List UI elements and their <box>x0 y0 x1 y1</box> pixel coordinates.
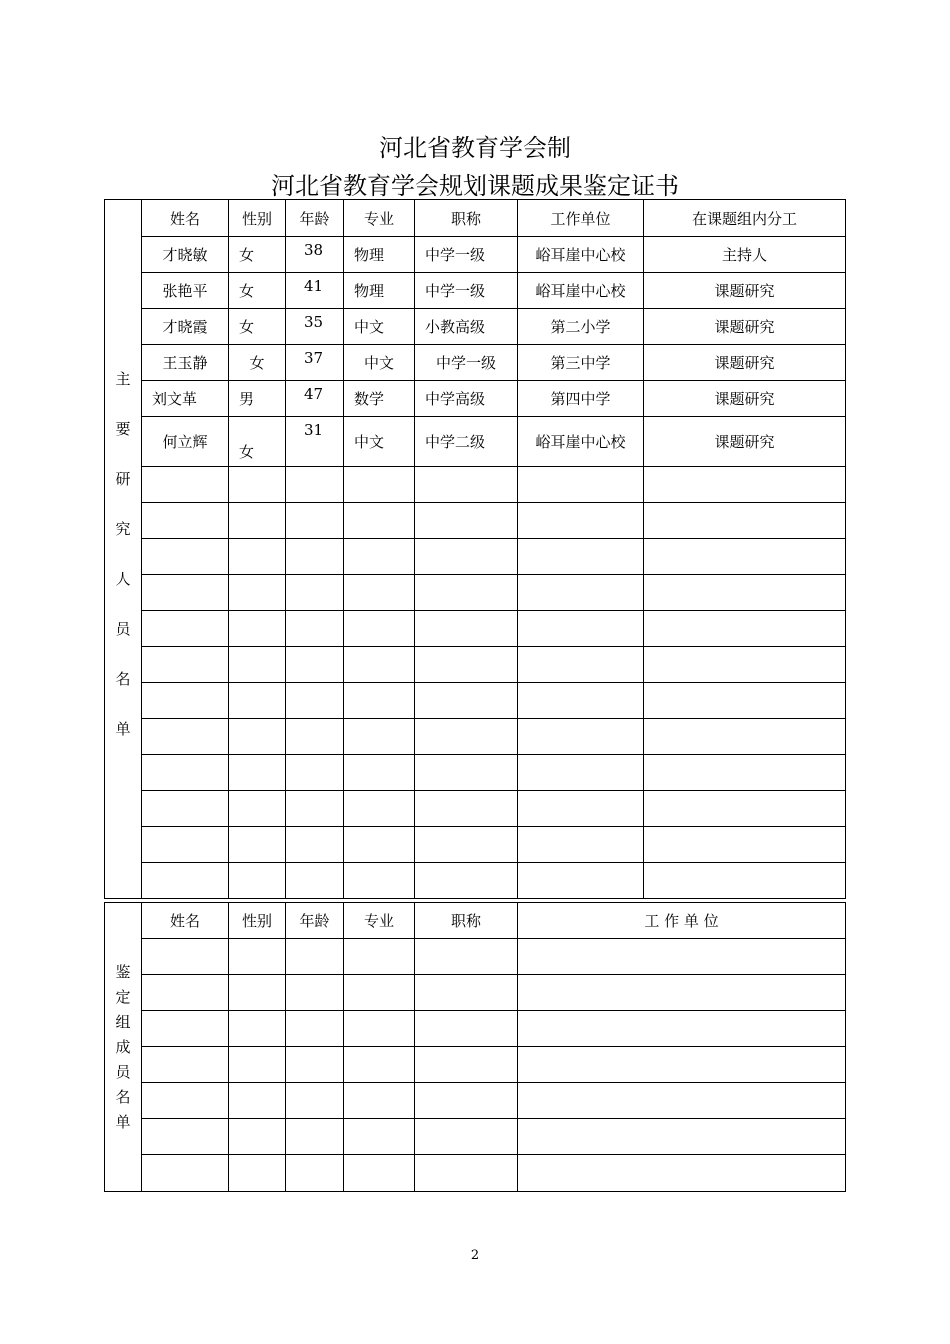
empty-cell <box>644 791 846 827</box>
empty-cell <box>344 755 415 791</box>
empty-cell <box>644 611 846 647</box>
cell-major: 中文 <box>344 309 415 345</box>
cell-age: 38 <box>286 237 344 273</box>
empty-cell <box>344 1155 415 1192</box>
empty-cell <box>142 575 229 611</box>
empty-row <box>105 575 846 611</box>
table-row <box>105 237 846 273</box>
empty-cell <box>286 755 344 791</box>
empty-cell <box>518 1119 846 1155</box>
col-header-name: 姓名 <box>142 903 229 939</box>
cell-role: 课题研究 <box>644 345 846 381</box>
empty-cell <box>344 975 415 1011</box>
empty-cell <box>286 939 344 975</box>
cell-age: 31 <box>286 417 344 467</box>
cell-major: 物理 <box>344 273 415 309</box>
table-row <box>105 309 846 345</box>
col-header-unit: 工 作 单 位 <box>518 903 846 939</box>
empty-cell <box>415 827 518 863</box>
empty-cell <box>644 503 846 539</box>
cell-title: 小教高级 <box>415 309 518 345</box>
cell-gender: 女 <box>229 309 286 345</box>
empty-cell <box>229 791 286 827</box>
empty-cell <box>286 611 344 647</box>
side-char: 研 <box>115 470 131 488</box>
empty-row <box>105 539 846 575</box>
empty-row <box>105 791 846 827</box>
cell-title: 中学一级 <box>415 237 518 273</box>
empty-cell <box>286 1047 344 1083</box>
col-header-major: 专业 <box>344 903 415 939</box>
empty-cell <box>644 827 846 863</box>
empty-cell <box>229 1155 286 1192</box>
cell-gender: 男 <box>229 381 286 417</box>
empty-cell <box>344 575 415 611</box>
col-header-age: 年龄 <box>286 200 344 237</box>
empty-cell <box>518 575 644 611</box>
col-header-age: 年龄 <box>286 903 344 939</box>
table-row <box>105 417 846 467</box>
empty-cell <box>142 647 229 683</box>
empty-cell <box>518 719 644 755</box>
document-title: 河北省教育学会规划课题成果鉴定证书 <box>271 172 679 200</box>
empty-cell <box>286 1083 344 1119</box>
empty-cell <box>415 791 518 827</box>
empty-cell <box>344 683 415 719</box>
table-row <box>105 381 846 417</box>
side-char: 究 <box>115 520 131 538</box>
reviewers-table <box>104 902 846 1192</box>
cell-age: 37 <box>286 345 344 381</box>
cell-title: 中学高级 <box>415 381 518 417</box>
side-char: 人 <box>115 570 131 588</box>
empty-cell <box>344 503 415 539</box>
empty-cell <box>644 575 846 611</box>
reviewers-header-row <box>105 903 846 939</box>
col-header-name: 姓名 <box>142 200 229 237</box>
col-header-gender: 性别 <box>229 903 286 939</box>
empty-cell <box>415 683 518 719</box>
empty-cell <box>415 1047 518 1083</box>
col-header-gender: 性别 <box>229 200 286 237</box>
cell-title: 中学一级 <box>415 345 518 381</box>
cell-gender: 女 <box>229 237 286 273</box>
empty-cell <box>344 611 415 647</box>
empty-row <box>105 1047 846 1083</box>
empty-cell <box>142 1155 229 1192</box>
empty-cell <box>229 827 286 863</box>
empty-cell <box>229 975 286 1011</box>
side-char: 定 <box>115 988 131 1006</box>
empty-cell <box>518 503 644 539</box>
empty-row <box>105 1083 846 1119</box>
cell-age: 41 <box>286 273 344 309</box>
empty-row <box>105 827 846 863</box>
cell-name: 才晓霞 <box>142 309 229 345</box>
empty-cell <box>229 683 286 719</box>
researchers-table <box>104 199 846 899</box>
empty-cell <box>142 755 229 791</box>
empty-cell <box>415 755 518 791</box>
researchers-side-label <box>105 200 142 899</box>
empty-cell <box>518 755 644 791</box>
empty-cell <box>229 863 286 899</box>
empty-cell <box>286 791 344 827</box>
empty-row <box>105 1011 846 1047</box>
empty-cell <box>518 1011 846 1047</box>
empty-cell <box>229 647 286 683</box>
empty-cell <box>142 975 229 1011</box>
empty-cell <box>142 1119 229 1155</box>
cell-unit: 第四中学 <box>518 381 644 417</box>
empty-cell <box>142 1083 229 1119</box>
empty-cell <box>229 539 286 575</box>
empty-cell <box>142 1011 229 1047</box>
empty-cell <box>142 791 229 827</box>
empty-cell <box>286 647 344 683</box>
empty-cell <box>229 611 286 647</box>
reviewers-side-label <box>105 903 142 1192</box>
empty-cell <box>286 1155 344 1192</box>
empty-cell <box>518 975 846 1011</box>
empty-cell <box>229 1119 286 1155</box>
cell-role: 课题研究 <box>644 381 846 417</box>
empty-cell <box>286 719 344 755</box>
empty-row <box>105 863 846 899</box>
col-header-title: 职称 <box>415 903 518 939</box>
empty-cell <box>286 539 344 575</box>
empty-cell <box>415 1119 518 1155</box>
empty-row <box>105 503 846 539</box>
cell-name: 才晓敏 <box>142 237 229 273</box>
cell-name: 王玉静 <box>142 345 229 381</box>
empty-cell <box>415 863 518 899</box>
empty-cell <box>518 863 644 899</box>
side-char: 名 <box>115 1088 131 1106</box>
empty-cell <box>518 539 644 575</box>
cell-title: 中学二级 <box>415 417 518 467</box>
side-char: 名 <box>115 670 131 688</box>
empty-cell <box>518 939 846 975</box>
researchers-header-row <box>105 200 846 237</box>
cell-unit: 峪耳崖中心校 <box>518 273 644 309</box>
empty-cell <box>344 791 415 827</box>
empty-row <box>105 1155 846 1192</box>
cell-major: 中文 <box>344 345 415 381</box>
empty-cell <box>518 467 644 503</box>
empty-cell <box>644 683 846 719</box>
empty-cell <box>286 467 344 503</box>
cell-name: 何立辉 <box>142 417 229 467</box>
empty-cell <box>644 647 846 683</box>
cell-age: 35 <box>286 309 344 345</box>
page-number: 2 <box>470 1248 480 1263</box>
empty-cell <box>229 719 286 755</box>
cell-role: 课题研究 <box>644 417 846 467</box>
empty-cell <box>344 1083 415 1119</box>
empty-cell <box>286 863 344 899</box>
empty-cell <box>518 1155 846 1192</box>
org-title: 河北省教育学会制 <box>379 134 571 162</box>
empty-cell <box>415 539 518 575</box>
empty-cell <box>644 467 846 503</box>
empty-cell <box>142 827 229 863</box>
empty-cell <box>344 863 415 899</box>
col-header-unit: 工作单位 <box>518 200 644 237</box>
empty-cell <box>286 575 344 611</box>
cell-unit: 峪耳崖中心校 <box>518 237 644 273</box>
empty-cell <box>344 1047 415 1083</box>
empty-cell <box>344 1119 415 1155</box>
side-char: 单 <box>115 720 131 738</box>
empty-cell <box>142 1047 229 1083</box>
empty-row <box>105 719 846 755</box>
empty-cell <box>229 575 286 611</box>
empty-cell <box>286 1119 344 1155</box>
empty-cell <box>518 791 644 827</box>
cell-major: 物理 <box>344 237 415 273</box>
cell-unit: 峪耳崖中心校 <box>518 417 644 467</box>
empty-cell <box>644 539 846 575</box>
empty-cell <box>286 683 344 719</box>
cell-name: 张艳平 <box>142 273 229 309</box>
side-char: 员 <box>115 1063 131 1081</box>
empty-row <box>105 1119 846 1155</box>
col-header-role: 在课题组内分工 <box>644 200 846 237</box>
cell-role: 课题研究 <box>644 273 846 309</box>
empty-cell <box>644 719 846 755</box>
empty-cell <box>415 719 518 755</box>
empty-row <box>105 939 846 975</box>
empty-cell <box>644 755 846 791</box>
empty-cell <box>286 503 344 539</box>
empty-cell <box>415 467 518 503</box>
empty-row <box>105 611 846 647</box>
empty-cell <box>344 647 415 683</box>
side-char: 员 <box>115 620 131 638</box>
cell-title: 中学一级 <box>415 273 518 309</box>
empty-cell <box>415 1011 518 1047</box>
empty-row <box>105 467 846 503</box>
empty-cell <box>286 975 344 1011</box>
empty-cell <box>518 683 644 719</box>
side-char: 要 <box>115 420 131 438</box>
empty-cell <box>415 1155 518 1192</box>
empty-cell <box>344 467 415 503</box>
empty-cell <box>229 503 286 539</box>
cell-gender: 女 <box>229 273 286 309</box>
cell-name: 刘文革 <box>142 381 229 417</box>
cell-role: 主持人 <box>644 237 846 273</box>
empty-cell <box>229 1083 286 1119</box>
side-char: 组 <box>115 1013 131 1031</box>
side-char: 主 <box>115 370 131 388</box>
cell-unit: 第二小学 <box>518 309 644 345</box>
side-char: 单 <box>115 1113 131 1131</box>
cell-unit: 第三中学 <box>518 345 644 381</box>
table-row <box>105 345 846 381</box>
empty-cell <box>142 683 229 719</box>
empty-cell <box>518 611 644 647</box>
empty-cell <box>415 647 518 683</box>
empty-cell <box>286 1011 344 1047</box>
empty-row <box>105 683 846 719</box>
empty-cell <box>142 863 229 899</box>
empty-cell <box>415 975 518 1011</box>
col-header-title: 职称 <box>415 200 518 237</box>
cell-role: 课题研究 <box>644 309 846 345</box>
side-char: 鉴 <box>115 963 131 981</box>
empty-cell <box>229 467 286 503</box>
empty-cell <box>415 939 518 975</box>
col-header-major: 专业 <box>344 200 415 237</box>
empty-cell <box>142 939 229 975</box>
cell-major: 数学 <box>344 381 415 417</box>
empty-cell <box>142 611 229 647</box>
empty-cell <box>142 719 229 755</box>
empty-row <box>105 755 846 791</box>
empty-cell <box>415 1083 518 1119</box>
empty-cell <box>344 539 415 575</box>
empty-cell <box>229 939 286 975</box>
empty-cell <box>229 755 286 791</box>
empty-cell <box>415 503 518 539</box>
cell-gender: 女 <box>229 417 286 467</box>
empty-cell <box>518 1083 846 1119</box>
empty-cell <box>518 647 644 683</box>
empty-cell <box>344 939 415 975</box>
table-row <box>105 273 846 309</box>
empty-cell <box>344 1011 415 1047</box>
empty-cell <box>415 575 518 611</box>
empty-cell <box>518 827 644 863</box>
cell-age: 47 <box>286 381 344 417</box>
empty-cell <box>142 539 229 575</box>
empty-cell <box>142 503 229 539</box>
empty-cell <box>644 863 846 899</box>
empty-cell <box>518 1047 846 1083</box>
empty-row <box>105 975 846 1011</box>
cell-gender: 女 <box>229 345 286 381</box>
empty-cell <box>286 827 344 863</box>
empty-cell <box>229 1047 286 1083</box>
empty-cell <box>229 1011 286 1047</box>
empty-cell <box>142 467 229 503</box>
empty-cell <box>415 611 518 647</box>
empty-row <box>105 647 846 683</box>
side-char: 成 <box>115 1038 131 1056</box>
empty-cell <box>344 719 415 755</box>
cell-major: 中文 <box>344 417 415 467</box>
empty-cell <box>344 827 415 863</box>
